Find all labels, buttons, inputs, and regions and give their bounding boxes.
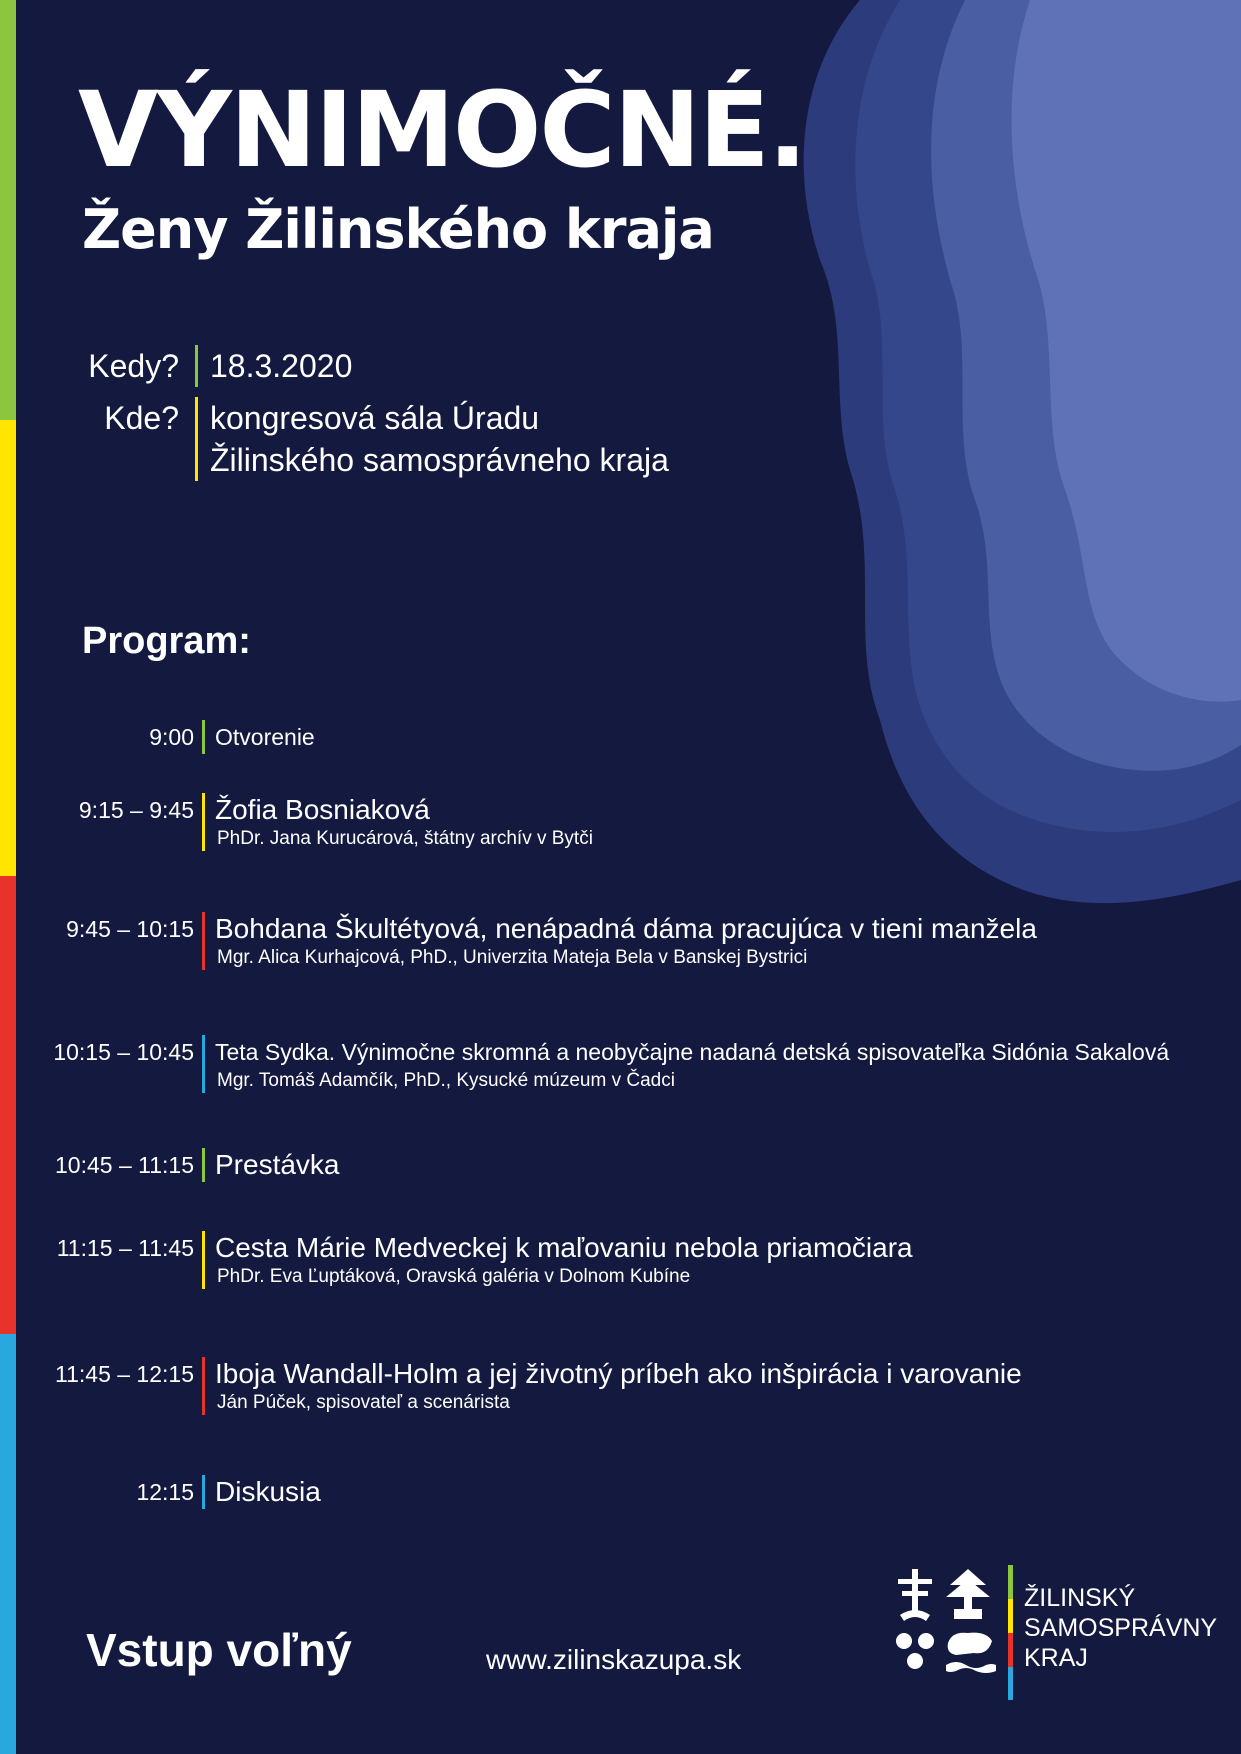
logo-bar-green <box>1008 1565 1013 1599</box>
info-row-where <box>0 397 760 481</box>
program-item-time: 11:15 – 11:45 <box>56 1235 194 1261</box>
program-item-content <box>202 1475 321 1509</box>
info-label-where: Kde? <box>104 400 179 436</box>
event-info <box>0 345 760 491</box>
program-item-content <box>202 793 593 851</box>
cross-emblem-icon <box>898 1569 932 1621</box>
program-item-speaker: Mgr. Tomáš Adamčík, PhD., Kysucké múzeum v Čadci <box>217 1070 675 1091</box>
logo-bar-yellow <box>1008 1599 1013 1633</box>
program-item <box>0 1475 321 1509</box>
program-item-title: Cesta Márie Medveckej k maľovaniu nebola priamočiara <box>215 1232 913 1263</box>
program-item-title: Otvorenie <box>215 724 315 750</box>
page-subtitle: Ženy Žilinského kraja <box>82 198 714 261</box>
program-item-title: Bohdana Škultétyová, nenápadná dáma pracujúca v tieni manžela <box>215 913 1037 944</box>
program-item-time: 9:00 <box>149 724 194 750</box>
program-item-speaker: Mgr. Alica Kurhajcová, PhD., Univerzita Mateja Bela v Banskej Bystrici <box>217 947 808 968</box>
flowers-emblem-icon <box>896 1633 934 1669</box>
program-item <box>0 720 315 754</box>
program-item <box>0 1357 1022 1415</box>
program-item <box>0 793 593 851</box>
program-item-title: Prestávka <box>215 1149 340 1180</box>
program-item-content <box>202 1035 1169 1093</box>
program-item <box>0 1148 340 1182</box>
free-entry-label: Vstup voľný <box>86 1624 352 1676</box>
program-item-title: Teta Sydka. Výnimočne skromná a neobyčajne nadaná detská spisovateľka Sidónia Sakalová <box>215 1039 1170 1065</box>
logo-line: SAMOSPRÁVNY <box>1024 1614 1218 1642</box>
program-item-title: Žofia Bosniaková <box>215 794 430 825</box>
info-value-date: 18.3.2020 <box>195 345 352 387</box>
program-item-content <box>202 1357 1022 1415</box>
program-item-content <box>202 1148 340 1182</box>
info-row-when <box>0 345 760 387</box>
logo-line: ŽILINSKÝ <box>1024 1584 1136 1612</box>
program-item-time: 11:45 – 12:15 <box>55 1361 194 1387</box>
program-item-time: 9:15 – 9:45 <box>78 797 194 823</box>
info-value-venue: kongresová sála Úradu Žilinského samosprávneho kraja <box>195 397 669 481</box>
program-item-speaker: PhDr. Eva Ľuptáková, Oravská galéria v Dolnom Kubíne <box>217 1266 691 1287</box>
page-title: VÝNIMOČNÉ. <box>78 69 806 191</box>
info-label-when: Kedy? <box>88 348 179 384</box>
program-item-time: 12:15 <box>136 1479 194 1505</box>
program-item <box>0 1035 1169 1093</box>
program-item-speaker: PhDr. Jana Kurucárová, štátny archív v Bytči <box>217 828 593 849</box>
program-item <box>0 1231 913 1289</box>
coat-of-arms-icon <box>890 1565 1000 1685</box>
program-item-title: Diskusia <box>215 1476 321 1507</box>
logo-line: KRAJ <box>1024 1644 1088 1672</box>
program-item-content <box>202 1231 913 1289</box>
program-item-time: 9:45 – 10:15 <box>66 916 194 942</box>
program-heading: Program: <box>82 620 251 662</box>
program-item-title: Iboja Wandall-Holm a jej životný príbeh ako inšpirácia i varovanie <box>215 1358 1022 1389</box>
bear-emblem-icon <box>946 1633 996 1673</box>
program-item-content <box>202 912 1037 970</box>
region-logo <box>890 1565 1220 1700</box>
logo-text <box>1024 1583 1217 1673</box>
logo-bar-red <box>1008 1633 1013 1667</box>
logo-bar-blue <box>1008 1667 1013 1700</box>
program-item-time: 10:45 – 11:15 <box>55 1152 194 1178</box>
website-link[interactable]: www.zilinskazupa.sk <box>486 1644 742 1675</box>
program-item <box>0 912 1037 970</box>
program-item-content <box>202 720 315 754</box>
tree-emblem-icon <box>946 1569 990 1619</box>
program-item-time: 10:15 – 10:45 <box>53 1039 194 1065</box>
program-item-speaker: Ján Púček, spisovateľ a scenárista <box>217 1392 510 1413</box>
